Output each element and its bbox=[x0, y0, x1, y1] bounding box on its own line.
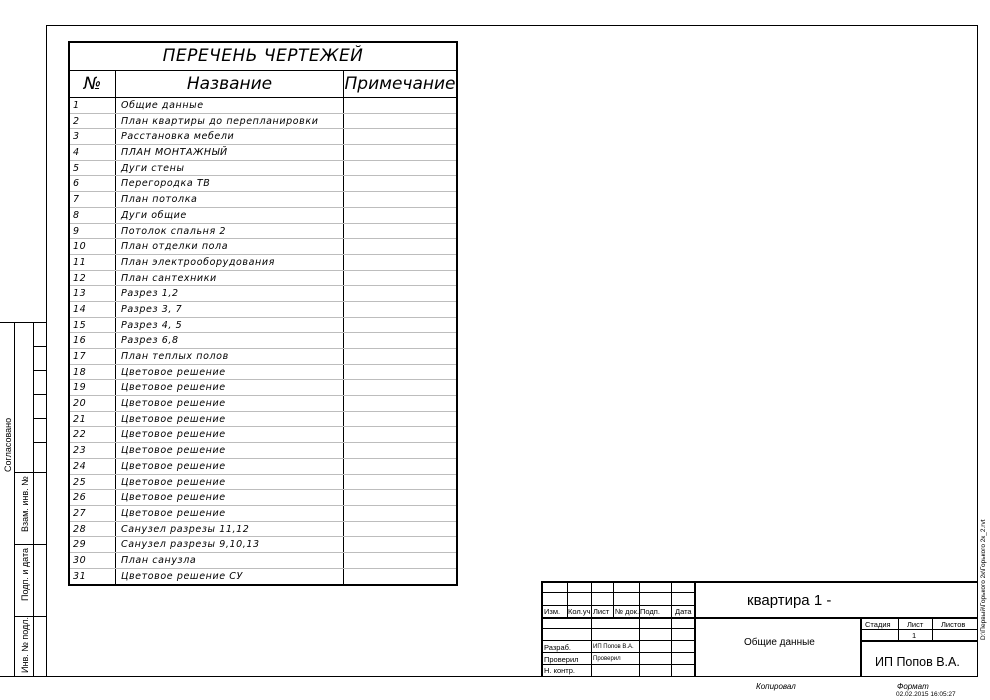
row-note bbox=[344, 569, 456, 585]
row-name: Цветовое решение СУ bbox=[116, 569, 344, 585]
row-note bbox=[344, 333, 456, 348]
row-number: 16 bbox=[70, 333, 116, 348]
row-number: 21 bbox=[70, 412, 116, 427]
table-row bbox=[70, 318, 456, 334]
column-header-note: Примечание bbox=[344, 74, 456, 94]
col-label-doc: № док. bbox=[615, 607, 640, 616]
col-label-kol: Кол.уч bbox=[568, 607, 591, 616]
table-row bbox=[70, 333, 456, 349]
role-norm-control: Н. контр. bbox=[544, 666, 575, 675]
table-row bbox=[70, 365, 456, 381]
row-number: 7 bbox=[70, 192, 116, 207]
file-path: D:\Первый\Горького 2к\Горького 2к_2.rvt bbox=[980, 519, 987, 640]
row-note bbox=[344, 192, 456, 207]
row-number: 15 bbox=[70, 318, 116, 333]
row-name: Дуги стены bbox=[116, 161, 344, 176]
row-name: Цветовое решение bbox=[116, 475, 344, 490]
table-row bbox=[70, 145, 456, 161]
developer-name: ИП Попов В.А. bbox=[593, 644, 634, 650]
row-number: 28 bbox=[70, 522, 116, 537]
row-name: Разрез 6,8 bbox=[116, 333, 344, 348]
table-row bbox=[70, 192, 456, 208]
table-row bbox=[70, 427, 456, 443]
col-label-date: Дата bbox=[675, 607, 692, 616]
row-name: Санузел разрезы 9,10,13 bbox=[116, 537, 344, 552]
row-note bbox=[344, 208, 456, 223]
row-note bbox=[344, 302, 456, 317]
row-number: 17 bbox=[70, 349, 116, 364]
table-row bbox=[70, 271, 456, 287]
row-note bbox=[344, 239, 456, 254]
row-note bbox=[344, 396, 456, 411]
copied-label: Копировал bbox=[756, 682, 796, 691]
row-number: 19 bbox=[70, 380, 116, 395]
row-note bbox=[344, 537, 456, 552]
row-name: План отделки пола bbox=[116, 239, 344, 254]
table-row bbox=[70, 537, 456, 553]
table-row bbox=[70, 522, 456, 538]
table-row bbox=[70, 396, 456, 412]
drawing-list-rows bbox=[70, 98, 456, 584]
row-note bbox=[344, 271, 456, 286]
row-note bbox=[344, 255, 456, 270]
row-number: 10 bbox=[70, 239, 116, 254]
format-label: Формат bbox=[897, 682, 929, 691]
table-row bbox=[70, 553, 456, 569]
row-name: План электрооборудования bbox=[116, 255, 344, 270]
table-row bbox=[70, 506, 456, 522]
row-number: 18 bbox=[70, 365, 116, 380]
replacement-inv-label: Взам. инв. № bbox=[20, 476, 30, 532]
row-note bbox=[344, 427, 456, 442]
row-number: 14 bbox=[70, 302, 116, 317]
col-label-izm: Изм. bbox=[544, 607, 561, 616]
table-row bbox=[70, 349, 456, 365]
row-name: План квартиры до перепланировки bbox=[116, 114, 344, 129]
row-note bbox=[344, 365, 456, 380]
timestamp: 02.02.2015 16:05:27 bbox=[896, 691, 956, 698]
row-note bbox=[344, 98, 456, 113]
row-note bbox=[344, 318, 456, 333]
row-name: Цветовое решение bbox=[116, 459, 344, 474]
table-row bbox=[70, 224, 456, 240]
project-name: квартира 1 - bbox=[747, 592, 832, 609]
row-note bbox=[344, 161, 456, 176]
role-checker: Проверил bbox=[544, 655, 579, 664]
row-name: Цветовое решение bbox=[116, 365, 344, 380]
drawing-list-header bbox=[70, 71, 456, 98]
row-note bbox=[344, 224, 456, 239]
row-note bbox=[344, 553, 456, 568]
row-number: 29 bbox=[70, 537, 116, 552]
row-name: План потолка bbox=[116, 192, 344, 207]
drawing-list-title: ПЕРЕЧЕНЬ ЧЕРТЕЖЕЙ bbox=[70, 43, 456, 71]
row-number: 8 bbox=[70, 208, 116, 223]
row-number: 31 bbox=[70, 569, 116, 585]
title-block bbox=[541, 581, 978, 677]
row-note bbox=[344, 490, 456, 505]
row-note bbox=[344, 176, 456, 191]
row-note bbox=[344, 459, 456, 474]
sheet-number: 1 bbox=[912, 631, 917, 640]
table-row bbox=[70, 443, 456, 459]
row-number: 2 bbox=[70, 114, 116, 129]
original-inv-label: Инв. № подл. bbox=[20, 616, 30, 673]
row-note bbox=[344, 145, 456, 160]
sheets-label: Листов bbox=[941, 620, 966, 629]
row-name: План теплых полов bbox=[116, 349, 344, 364]
sheet-label: Лист bbox=[907, 620, 924, 629]
row-number: 22 bbox=[70, 427, 116, 442]
table-row bbox=[70, 412, 456, 428]
col-label-list: Лист bbox=[593, 607, 610, 616]
row-name: Разрез 3, 7 bbox=[116, 302, 344, 317]
row-name: Перегородка ТВ bbox=[116, 176, 344, 191]
drawing-list-table bbox=[68, 41, 458, 586]
row-number: 6 bbox=[70, 176, 116, 191]
row-number: 3 bbox=[70, 129, 116, 144]
table-row bbox=[70, 129, 456, 145]
table-row bbox=[70, 459, 456, 475]
row-number: 4 bbox=[70, 145, 116, 160]
table-row bbox=[70, 475, 456, 491]
row-name: Санузел разрезы 11,12 bbox=[116, 522, 344, 537]
row-number: 30 bbox=[70, 553, 116, 568]
row-name: Цветовое решение bbox=[116, 490, 344, 505]
row-note bbox=[344, 114, 456, 129]
row-note bbox=[344, 129, 456, 144]
row-name: ПЛАН МОНТАЖНЫЙ bbox=[116, 145, 344, 160]
table-row bbox=[70, 161, 456, 177]
column-header-number: № bbox=[70, 71, 116, 97]
row-name: Дуги общие bbox=[116, 208, 344, 223]
row-number: 26 bbox=[70, 490, 116, 505]
row-name: Разрез 1,2 bbox=[116, 286, 344, 301]
table-row bbox=[70, 302, 456, 318]
row-note bbox=[344, 475, 456, 490]
row-number: 9 bbox=[70, 224, 116, 239]
row-name: Цветовое решение bbox=[116, 412, 344, 427]
row-note bbox=[344, 522, 456, 537]
row-name: Цветовое решение bbox=[116, 396, 344, 411]
table-row bbox=[70, 255, 456, 271]
table-row bbox=[70, 286, 456, 302]
role-developer: Разраб. bbox=[544, 643, 572, 652]
table-row bbox=[70, 98, 456, 114]
company-name: ИП Попов В.А. bbox=[875, 655, 960, 669]
row-number: 12 bbox=[70, 271, 116, 286]
row-note bbox=[344, 380, 456, 395]
row-name: Цветовое решение bbox=[116, 380, 344, 395]
row-name: Цветовое решение bbox=[116, 443, 344, 458]
table-row bbox=[70, 490, 456, 506]
row-name: Общие данные bbox=[116, 98, 344, 113]
signature-date-label: Подп. и дата bbox=[20, 547, 30, 601]
row-name: Разрез 4, 5 bbox=[116, 318, 344, 333]
agreed-label: Согласовано bbox=[3, 417, 13, 472]
row-note bbox=[344, 443, 456, 458]
row-note bbox=[344, 286, 456, 301]
row-name: Расстановка мебели bbox=[116, 129, 344, 144]
col-label-sign: Подп. bbox=[640, 607, 660, 616]
row-note bbox=[344, 506, 456, 521]
row-name: План санузла bbox=[116, 553, 344, 568]
row-number: 23 bbox=[70, 443, 116, 458]
sheet-name: Общие данные bbox=[744, 637, 815, 648]
row-number: 1 bbox=[70, 98, 116, 113]
table-row bbox=[70, 176, 456, 192]
row-number: 25 bbox=[70, 475, 116, 490]
row-number: 20 bbox=[70, 396, 116, 411]
row-name: Цветовое решение bbox=[116, 427, 344, 442]
row-number: 24 bbox=[70, 459, 116, 474]
row-name: План сантехники bbox=[116, 271, 344, 286]
checker-name: Проверил bbox=[593, 656, 621, 662]
table-row bbox=[70, 208, 456, 224]
row-number: 11 bbox=[70, 255, 116, 270]
row-name: Цветовое решение bbox=[116, 506, 344, 521]
table-row bbox=[70, 380, 456, 396]
table-row bbox=[70, 569, 456, 585]
stage-label: Стадия bbox=[865, 620, 891, 629]
row-number: 13 bbox=[70, 286, 116, 301]
table-row bbox=[70, 239, 456, 255]
row-note bbox=[344, 412, 456, 427]
row-note bbox=[344, 349, 456, 364]
row-name: Потолок спальня 2 bbox=[116, 224, 344, 239]
table-row bbox=[70, 114, 456, 130]
row-number: 5 bbox=[70, 161, 116, 176]
row-number: 27 bbox=[70, 506, 116, 521]
column-header-name: Название bbox=[116, 71, 344, 97]
